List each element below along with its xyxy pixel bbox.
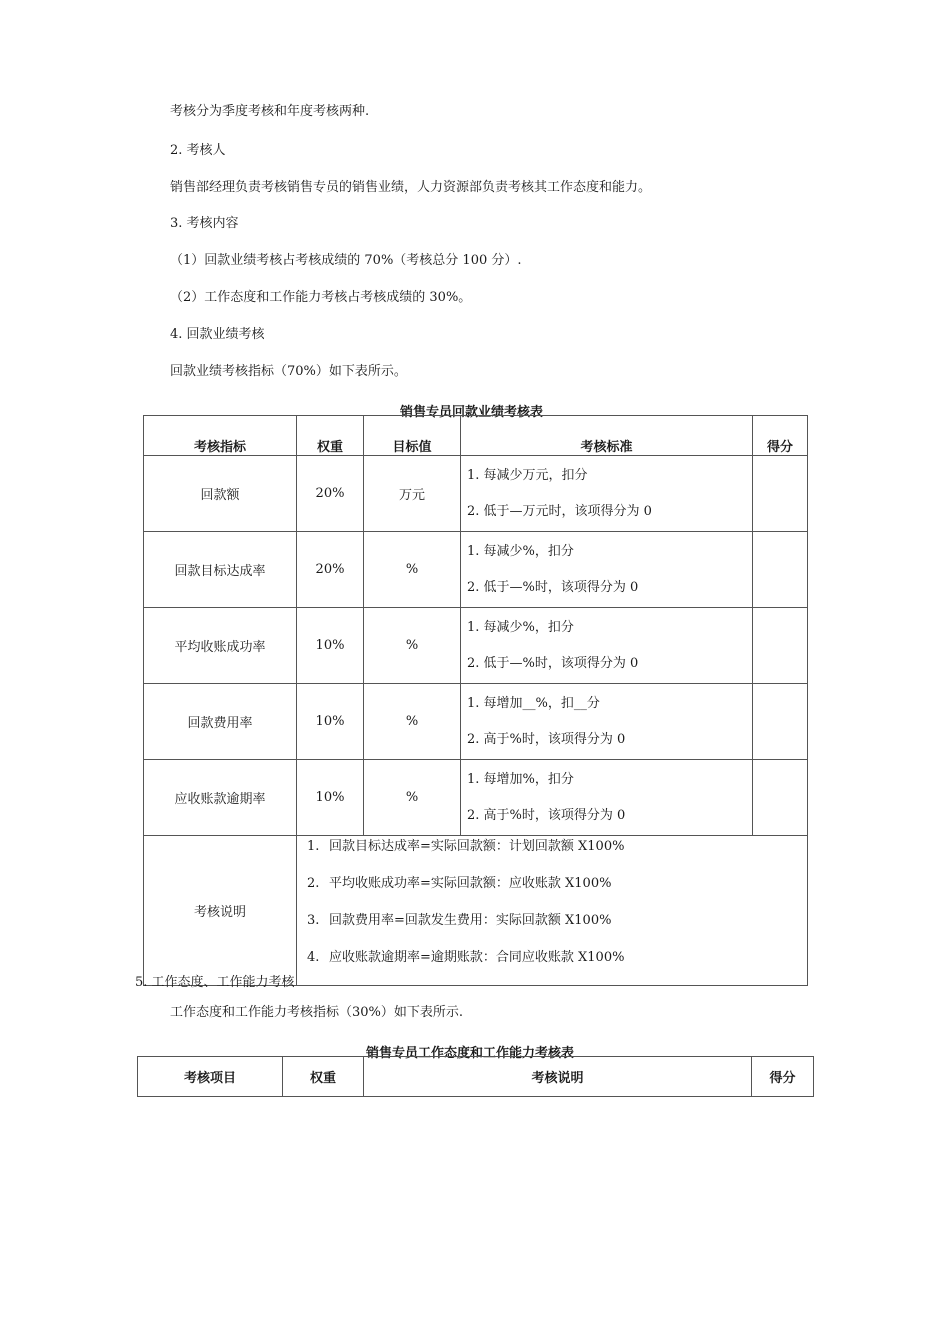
cell-target: % <box>364 684 461 760</box>
table-row <box>144 608 808 684</box>
cell-score <box>753 760 808 836</box>
header-target: 目标值 <box>364 416 461 456</box>
header-score: 得分 <box>752 1057 814 1097</box>
header-weight: 权重 <box>283 1057 364 1097</box>
cell-indicator: 回款额 <box>144 456 297 532</box>
paragraph-examiner: 销售部经理负责考核销售专员的销售业绩，人力资源部负责考核其工作态度和能力。 <box>170 180 652 195</box>
table-row <box>144 456 808 532</box>
cell-score <box>753 456 808 532</box>
cell-weight: 20% <box>297 456 364 532</box>
cell-indicator: 应收账款逾期率 <box>144 760 297 836</box>
paragraph-exam-types: 考核分为季度考核和年度考核两种. <box>170 104 370 119</box>
cell-target: % <box>364 532 461 608</box>
table-row <box>144 760 808 836</box>
table-header-row <box>144 416 808 456</box>
attitude-table <box>137 1056 814 1097</box>
header-description: 考核说明 <box>364 1057 752 1097</box>
cell-criteria: 1. 每减少万元，扣分 2. 低于—万元时，该项得分为 0 <box>461 456 753 532</box>
cell-score <box>753 532 808 608</box>
cell-criteria: 1. 每增加__%，扣__分 2. 高于%时，该项得分为 0 <box>461 684 753 760</box>
cell-target: % <box>364 760 461 836</box>
cell-weight: 10% <box>297 608 364 684</box>
cell-indicator: 回款费用率 <box>144 684 297 760</box>
table-row <box>144 532 808 608</box>
cell-weight: 20% <box>297 532 364 608</box>
performance-table <box>143 415 808 986</box>
note-item: 1. 回款目标达成率=实际回款额：计划回款额 X100% <box>307 839 625 854</box>
header-criteria: 考核标准 <box>461 416 753 456</box>
cell-score <box>753 608 808 684</box>
note-item: 4. 应收账款逾期率=逾期账款：合同应收账款 X100% <box>307 950 625 965</box>
cell-weight: 10% <box>297 684 364 760</box>
paragraph-content-2: （2）工作态度和工作能力考核占考核成绩的 30%。 <box>170 290 472 305</box>
paragraph-content-1: （1）回款业绩考核占考核成绩的 70%（考核总分 100 分）. <box>170 253 522 268</box>
cell-criteria: 1. 每增加%，扣分 2. 高于%时，该项得分为 0 <box>461 760 753 836</box>
header-indicator: 考核指标 <box>144 416 297 456</box>
header-weight: 权重 <box>297 416 364 456</box>
table-header-row <box>138 1057 814 1097</box>
note-item: 3. 回款费用率=回款发生费用：实际回款额 X100% <box>307 913 612 928</box>
note-item: 2. 平均收账成功率=实际回款额：应收账款 X100% <box>307 876 612 891</box>
cell-criteria: 1. 每减少%，扣分 2. 低于—%时，该项得分为 0 <box>461 532 753 608</box>
paragraph-performance: 回款业绩考核指标（70%）如下表所示。 <box>170 364 407 379</box>
heading-attitude: 5. 工作态度、工作能力考核 <box>135 975 295 990</box>
header-score: 得分 <box>753 416 808 456</box>
attitude-table-caption: 销售专员工作态度和工作能力考核表 <box>366 1046 575 1061</box>
paragraph-attitude: 工作态度和工作能力考核指标（30%）如下表所示. <box>170 1005 464 1020</box>
notes-label: 考核说明 <box>144 836 297 986</box>
cell-score <box>753 684 808 760</box>
cell-indicator: 平均收账成功率 <box>144 608 297 684</box>
cell-indicator: 回款目标达成率 <box>144 532 297 608</box>
heading-performance: 4. 回款业绩考核 <box>170 327 265 342</box>
header-item: 考核项目 <box>138 1057 283 1097</box>
cell-target: 万元 <box>364 456 461 532</box>
heading-examiner: 2. 考核人 <box>170 143 226 158</box>
cell-target: % <box>364 608 461 684</box>
notes-row <box>144 836 808 986</box>
cell-weight: 10% <box>297 760 364 836</box>
notes-cell <box>297 836 808 986</box>
cell-criteria: 1. 每减少%，扣分 2. 低于—%时，该项得分为 0 <box>461 608 753 684</box>
heading-content: 3. 考核内容 <box>170 216 239 231</box>
table-row <box>144 684 808 760</box>
perf-table-caption: 销售专员回款业绩考核表 <box>400 405 544 420</box>
